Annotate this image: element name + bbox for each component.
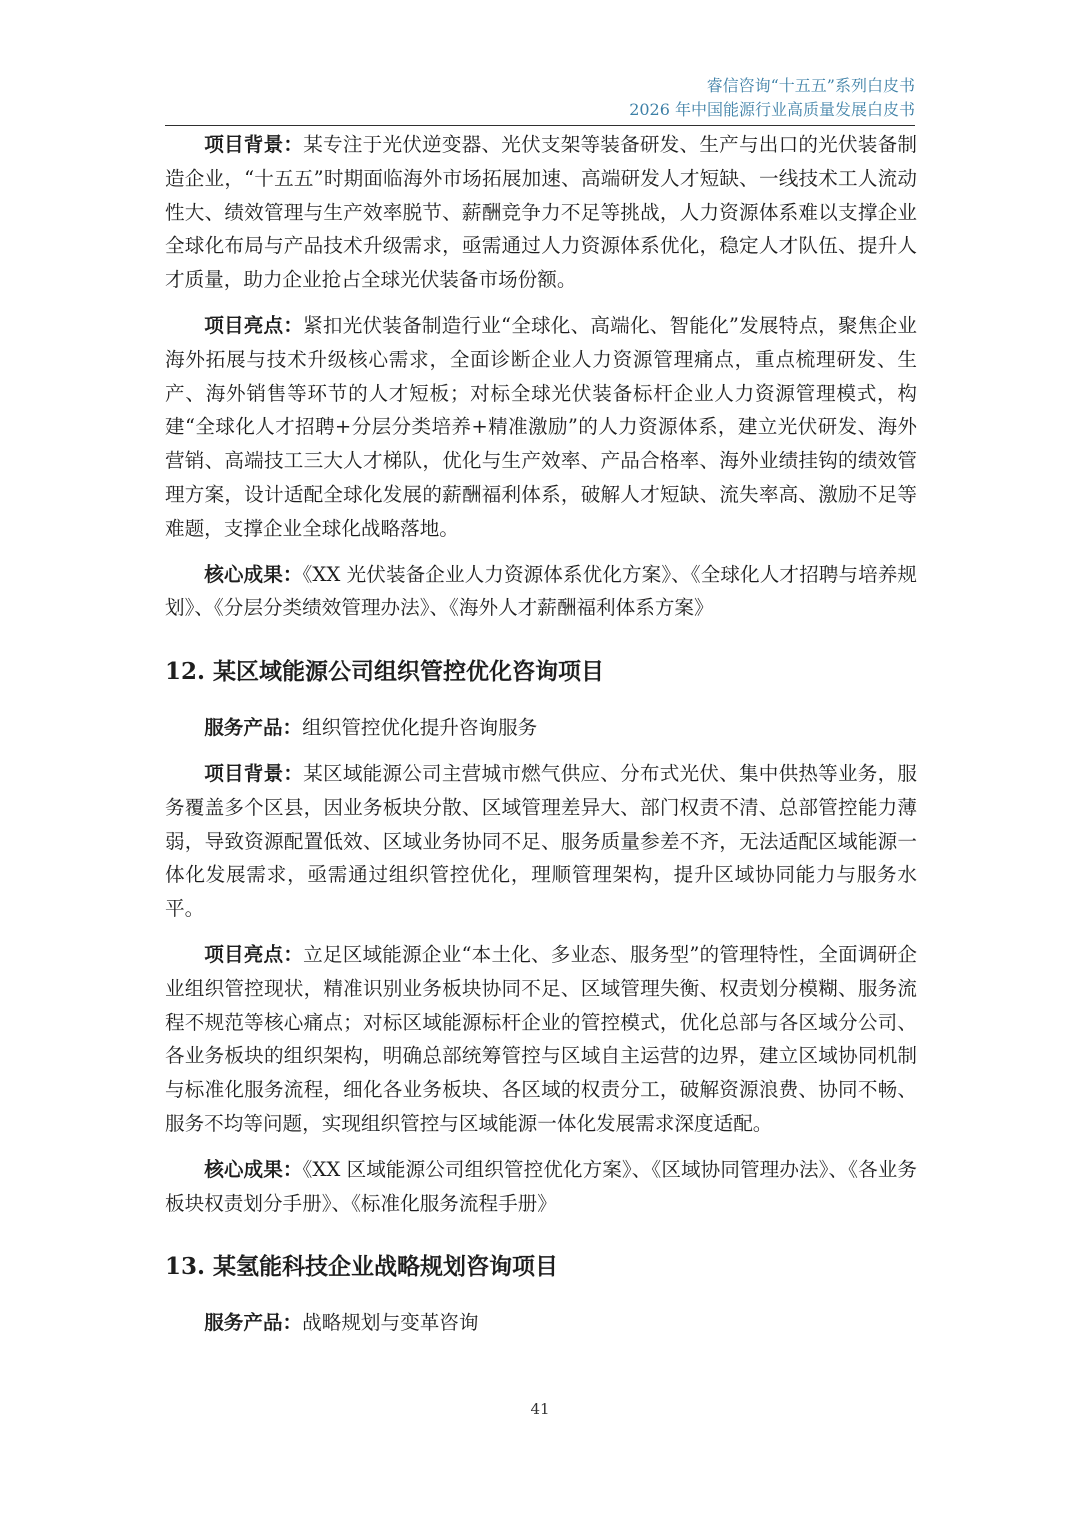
s12-background-paragraph	[165, 757, 917, 926]
s11-background-paragraph	[165, 128, 917, 297]
running-header	[629, 74, 915, 122]
s13-service-paragraph	[165, 1306, 917, 1340]
s11-highlights-label: 项目亮点：	[204, 313, 304, 337]
section-12-heading: 12. 某区域能源公司组织管控优化咨询项目	[165, 658, 605, 686]
s11-results-paragraph	[165, 558, 917, 626]
s12-highlights-label: 项目亮点：	[204, 942, 304, 966]
s11-background-label: 项目背景：	[204, 133, 304, 156]
s11-background-text: 某专注于光伏逆变器、光伏支架等装备研发、生产与出口的光伏装备制造企业，“十五五”时期面临海外市场拓展加速、高端研发人才短缺、一线技术工人流动性大、绩效管理与生产效率脱节、薪酬竞争力不足等挑战，人力资源体系难以支撑企业全球化布局与产品技术升级需求，亟需通过人力资源体系优化，稳定人才队伍、提升人才质量，助力企业抢占全球光伏装备市场份额。	[165, 133, 917, 292]
s12-service-paragraph	[165, 711, 917, 745]
s13-service-text: 战略规划与变革咨询	[302, 1311, 479, 1335]
header-divider	[165, 125, 915, 126]
page-content	[165, 128, 917, 1340]
header-report-title: 2026 年中国能源行业高质量发展白皮书	[629, 100, 915, 119]
s12-results-label: 核心成果：	[204, 1157, 303, 1181]
s11-highlights-text: 紧扣光伏装备制造行业“全球化、高端化、智能化”发展特点，聚焦企业海外拓展与技术升级核心需求，全面诊断企业人力资源管理痛点，重点梳理研发、生产、海外销售等环节的人才短板；对标全球光伏装备标杆企业人力资源管理模式，构建“全球化人才招聘+分层分类培养+精准激励”的人力资源体系，建立光伏研发、海外营销、高端技工三大人才梯队，优化与生产效率、产品合格率、海外业绩挂钩的绩效管理方案，设计适配全球化发展的薪酬福利体系，破解人才短缺、流失率高、激励不足等难题，支撑企业全球化战略落地。	[165, 313, 918, 540]
s11-results-text: 《XX 光伏装备企业人力资源体系优化方案》、《全球化人才招聘与培养规划》、《分层分类绩效管理办法》、《海外人才薪酬福利体系方案》	[165, 562, 918, 620]
header-series-title: 睿信咨询“十五五”系列白皮书	[706, 76, 915, 95]
s12-service-label: 服务产品：	[204, 716, 303, 740]
s12-service-text: 组织管控优化提升咨询服务	[302, 716, 538, 740]
s13-service-label: 服务产品：	[204, 1311, 303, 1335]
s11-highlights-paragraph	[165, 309, 917, 546]
s12-background-text: 某区域能源公司主营城市燃气供应、分布式光伏、集中供热等业务，服务覆盖多个区县，因业务板块分散、区域管理差异大、部门权责不清、总部管控能力薄弱，导致资源配置低效、区域业务协同不足、服务质量参差不齐，无法适配区域能源一体化发展需求，亟需通过组织管控优化，理顺管理架构，提升区域协同能力与服务水平。	[165, 761, 917, 921]
s12-results-text: 《XX 区域能源公司组织管控优化方案》、《区域协同管理办法》、《各业务板块权责划分手册》、《标准化服务流程手册》	[165, 1157, 917, 1215]
page-number: 41	[530, 1400, 550, 1418]
s12-results-paragraph	[165, 1153, 917, 1221]
s12-highlights-paragraph	[165, 938, 917, 1141]
s12-background-label: 项目背景：	[204, 761, 304, 785]
section-13-heading: 13. 某氢能科技企业战略规划咨询项目	[165, 1253, 559, 1281]
s12-highlights-text: 立足区域能源企业“本土化、多业态、服务型”的管理特性，全面调研企业组织管控现状，精准识别业务板块协同不足、区域管理失衡、权责划分模糊、服务流程不规范等核心痛点；对标区域能源标杆企业的管控模式，优化总部与各区域分公司、各业务板块的组织架构，明确总部统筹管控与区域自主运营的边界，建立区域协同机制与标准化服务流程，细化各业务板块、各区域的权责分工，破解资源浪费、协同不畅、服务不均等问题，实现组织管控与区域能源一体化发展需求深度适配。	[165, 942, 918, 1135]
s11-results-label: 核心成果：	[204, 562, 303, 586]
